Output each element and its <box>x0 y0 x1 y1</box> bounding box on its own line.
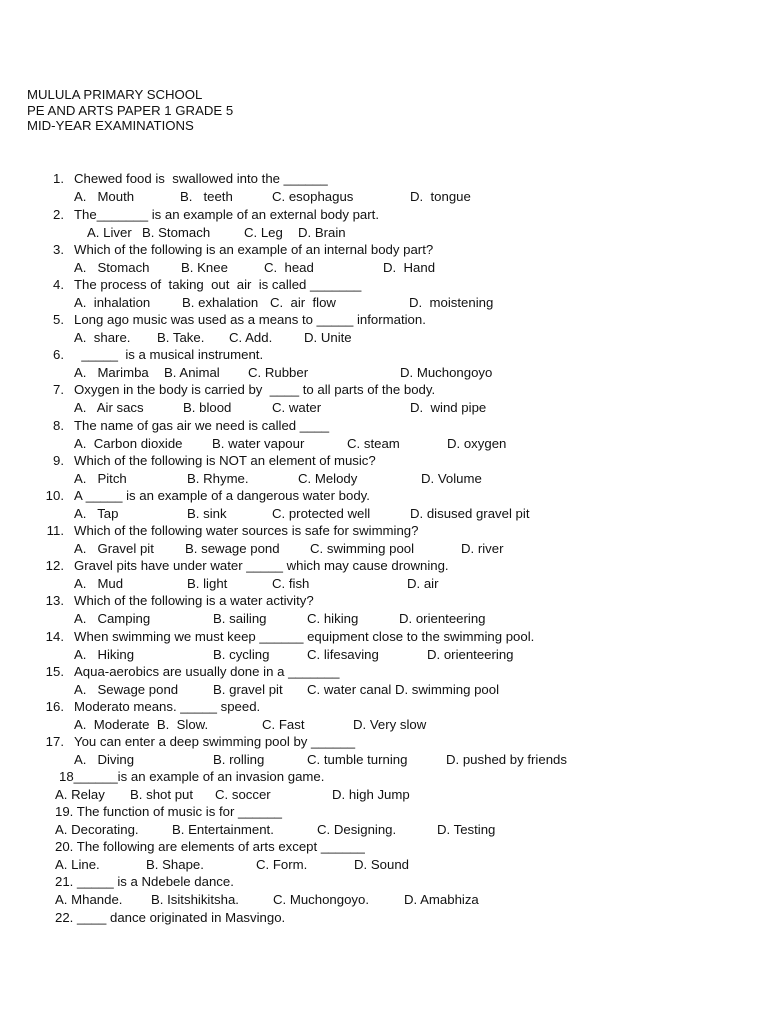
answer-option: B. Take. <box>157 330 205 345</box>
answer-option: C. soccer <box>215 787 271 802</box>
answer-option: A. Tap <box>74 506 119 521</box>
question-text: Gravel pits have under water _____ which may cause drowning. <box>74 558 449 573</box>
question-text: 21. _____ is a Ndebele dance. <box>55 874 234 889</box>
question-number: 1. <box>53 171 64 186</box>
question-text: Which of the following is a water activity? <box>74 593 314 608</box>
answer-option: A. Mouth <box>74 189 135 204</box>
answer-option: A. Camping <box>74 611 151 626</box>
answer-option: A. Marimba <box>74 365 149 380</box>
question-number: 17. <box>45 734 64 749</box>
answer-option: A. Gravel pit <box>74 541 154 556</box>
answer-option: B. exhalation <box>182 295 259 310</box>
answer-option: D. pushed by friends <box>446 752 567 767</box>
answer-option: A. Air sacs <box>74 400 144 415</box>
question-text: You can enter a deep swimming pool by ______ <box>74 734 356 749</box>
answer-option: C. head <box>264 260 314 275</box>
answer-option: C. Muchongoyo. <box>273 892 370 907</box>
question-number: 11. <box>46 523 64 538</box>
question-text: Long ago music was used as a means to _____ information. <box>74 312 426 327</box>
question-number: 8. <box>53 418 64 433</box>
question-number: 16. <box>45 699 64 714</box>
answer-option: B. cycling <box>213 647 270 662</box>
answer-option: C. Add. <box>229 330 273 345</box>
answer-option: A. Liver <box>87 225 132 240</box>
answer-option: D. Amabhiza <box>404 892 479 907</box>
answer-option: B. Knee <box>181 260 228 275</box>
answer-option: B. Shape. <box>146 857 204 872</box>
answer-option: A. Decorating. <box>55 822 139 837</box>
answer-option: A. Mhande. <box>55 892 123 907</box>
question-number: 10. <box>45 488 64 503</box>
answer-option: D. Hand <box>383 260 436 275</box>
answer-option: D. air <box>407 576 439 591</box>
answer-option: D. orienteering <box>427 647 514 662</box>
answer-option: A. share. <box>74 330 131 345</box>
answer-option: C. protected well <box>272 506 371 521</box>
question-number: 15. <box>45 664 64 679</box>
answer-option: C. water canal D. swimming pool <box>307 682 500 697</box>
question-text: _____ is a musical instrument. <box>74 347 264 362</box>
answer-option: C. Melody <box>298 471 358 486</box>
answer-option: A. Stomach <box>74 260 150 275</box>
question-text: 19. The function of music is for ______ <box>55 804 283 819</box>
question-number: 12. <box>45 558 64 573</box>
answer-option: C. water <box>272 400 322 415</box>
answer-option: A. Diving <box>74 752 135 767</box>
answer-option: D. disused gravel pit <box>410 506 530 521</box>
answer-option: D. river <box>461 541 504 556</box>
answer-option: A. Relay <box>55 787 105 802</box>
answer-option: A. Hiking <box>74 647 135 662</box>
question-text: 20. The following are elements of arts except ______ <box>55 839 365 854</box>
question-number: 14. <box>45 629 64 644</box>
answer-option: B. gravel pit <box>213 682 283 697</box>
answer-option: C. lifesaving <box>307 647 379 662</box>
answer-option: B. rolling <box>213 752 265 767</box>
answer-option: B. teeth <box>180 189 233 204</box>
answer-option: B. Animal <box>164 365 220 380</box>
answer-option: A. Mud <box>74 576 124 591</box>
school-name: MULULA PRIMARY SCHOOL <box>27 87 203 102</box>
answer-option: C. Fast <box>262 717 305 732</box>
question-number: 3. <box>53 242 64 257</box>
question-text: Which of the following is an example of an internal body part? <box>74 242 434 257</box>
question-number: 13. <box>45 593 64 608</box>
answer-option: C. Leg <box>244 225 283 240</box>
question-number: 7. <box>53 382 64 397</box>
question-number: 5. <box>53 312 64 327</box>
question-number: 2. <box>53 207 64 222</box>
answer-option: D. Brain <box>298 225 346 240</box>
answer-option: D. tongue <box>410 189 471 204</box>
answer-option: B. sewage pond <box>185 541 280 556</box>
answer-option: B. Entertainment. <box>172 822 274 837</box>
answer-option: C. hiking <box>307 611 359 626</box>
answer-option: C. esophagus <box>272 189 354 204</box>
question-text: When swimming we must keep ______ equipment close to the swimming pool. <box>74 629 535 644</box>
answer-option: D. Very slow <box>353 717 427 732</box>
answer-option: C. tumble turning <box>307 752 408 767</box>
question-text: The name of gas air we need is called ____ <box>74 418 330 433</box>
answer-option: D. Unite <box>304 330 352 345</box>
question-text: The process of taking out air is called _______ <box>74 277 362 292</box>
answer-option: C. Rubber <box>248 365 309 380</box>
answer-option: D. Sound <box>354 857 409 872</box>
question-text: The_______ is an example of an external body part. <box>74 207 379 222</box>
answer-option: D. high Jump <box>332 787 410 802</box>
question-number: 4. <box>53 277 64 292</box>
answer-option: D. Testing <box>437 822 496 837</box>
question-text: Moderato means. _____ speed. <box>74 699 261 714</box>
answer-option: B. Isitshikitsha. <box>151 892 239 907</box>
exam-title: MID-YEAR EXAMINATIONS <box>27 118 194 133</box>
question-text: Which of the following is NOT an element of music? <box>74 453 376 468</box>
answer-option: D. oxygen <box>447 436 507 451</box>
answer-option: B. Stomach <box>142 225 211 240</box>
answer-option: B. blood <box>183 400 232 415</box>
question-text: Oxygen in the body is carried by ____ to all parts of the body. <box>74 382 436 397</box>
answer-option: A. Sewage pond <box>74 682 179 697</box>
answer-option: C. Designing. <box>317 822 397 837</box>
exam-header <box>27 87 233 134</box>
answer-option: B. light <box>187 576 228 591</box>
answer-option: A. Moderate B. Slow. <box>74 717 209 732</box>
answer-option: B. water vapour <box>212 436 305 451</box>
answer-option: D. wind pipe <box>410 400 487 415</box>
answer-option: C. air flow <box>270 295 336 310</box>
question-number: 6. <box>53 347 64 362</box>
answer-option: A. Carbon dioxide <box>74 436 183 451</box>
answer-option: B. Rhyme. <box>187 471 249 486</box>
answer-option: B. sailing <box>213 611 267 626</box>
answer-option: A. Pitch <box>74 471 127 486</box>
answer-option: D. orienteering <box>399 611 486 626</box>
answer-option: D. Volume <box>421 471 482 486</box>
question-text: 18______is an example of an invasion game. <box>59 769 325 784</box>
answer-option: B. sink <box>187 506 227 521</box>
answer-option: D. moistening <box>409 295 494 310</box>
question-text: Which of the following water sources is safe for swimming? <box>74 523 419 538</box>
question-number: 9. <box>53 453 64 468</box>
answer-option: B. shot put <box>130 787 194 802</box>
answer-option: C. Form. <box>256 857 308 872</box>
question-text: A _____ is an example of a dangerous water body. <box>74 488 370 503</box>
answer-option: C. fish <box>272 576 310 591</box>
answer-option: C. swimming pool <box>310 541 415 556</box>
question-text: Chewed food is swallowed into the ______ <box>74 171 328 186</box>
question-text: 22. ____ dance originated in Masvingo. <box>55 910 286 925</box>
answer-option: D. Muchongoyo <box>400 365 493 380</box>
answer-option: A. inhalation <box>74 295 151 310</box>
question-text: Aqua-aerobics are usually done in a _______ <box>74 664 340 679</box>
answer-option: A. Line. <box>55 857 100 872</box>
answer-option: C. steam <box>347 436 400 451</box>
paper-title: PE AND ARTS PAPER 1 GRADE 5 <box>27 102 234 118</box>
